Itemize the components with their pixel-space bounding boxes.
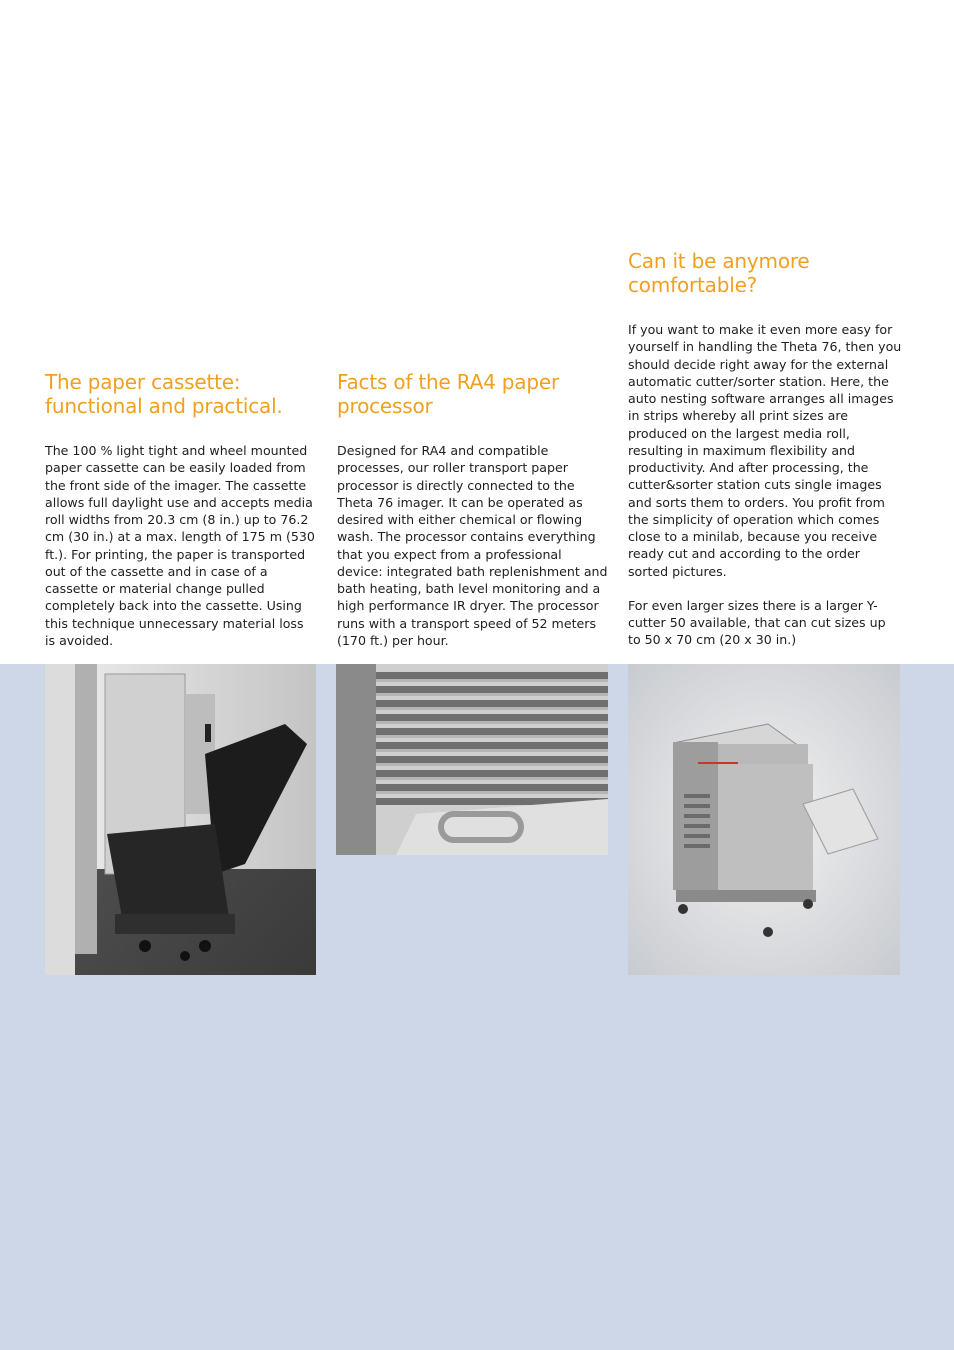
section-paper-cassette [45, 370, 317, 649]
paragraph: For even larger sizes there is a larger Y-cutter 50 available, that can cut sizes up to 50 x 70 cm (20 x 30 in.) [628, 597, 886, 648]
section-body [337, 442, 609, 649]
section-body [45, 442, 317, 649]
section-heading: The paper cassette: functional and practical. [45, 370, 283, 418]
ra4-processor-photo [336, 664, 608, 855]
section-ra4-processor [337, 370, 609, 649]
section-heading: Facts of the RA4 paper processor [337, 370, 559, 418]
paragraph: The 100 % light tight and wheel mounted paper cassette can be easily loaded from the front side of the imager. The cassette allows full daylight use and accepts media roll widths from 20.3 cm (8 in.) up to 76.2 cm (30 in.) at a max. length of 175 m (530 ft.). For printing, the paper is transported out of the cassette and in case of a cassette or material change pulled completely back into the cassette. Using this technique unnecessary material loss is avoided. [45, 443, 315, 648]
section-cutter-sorter [628, 249, 902, 649]
paragraph: Designed for RA4 and compatible processes, our roller transport paper processor is directly connected to the Theta 76 imager. It can be operated as desired with either chemical or flowing wash. The processor contains everything that you expect from a professional device: integrated bath replenishment and bath heating, bath level monitoring and a high performance IR dryer. The processor runs with a transport speed of 52 meters (170 ft.) per hour. [337, 443, 608, 648]
paper-cassette-photo [45, 664, 316, 975]
section-heading: Can it be anymore comfortable? [628, 249, 810, 297]
section-body [628, 321, 902, 649]
paragraph: If you want to make it even more easy for yourself in handling the Theta 76, then you should decide right away for the external automatic cutter/sorter station. Here, the auto nesting software arranges all images in strips whereby all print sizes are produced on the largest media roll, resulting in maximum flexibility and productivity. And after processing, the cutter&sorter station cuts single images and sorts them to orders. You profit from the simplicity of operation which comes close to a minilab, because you receive ready cut and according to the order sorted pictures. [628, 322, 902, 579]
cutter-sorter-photo [628, 664, 900, 975]
